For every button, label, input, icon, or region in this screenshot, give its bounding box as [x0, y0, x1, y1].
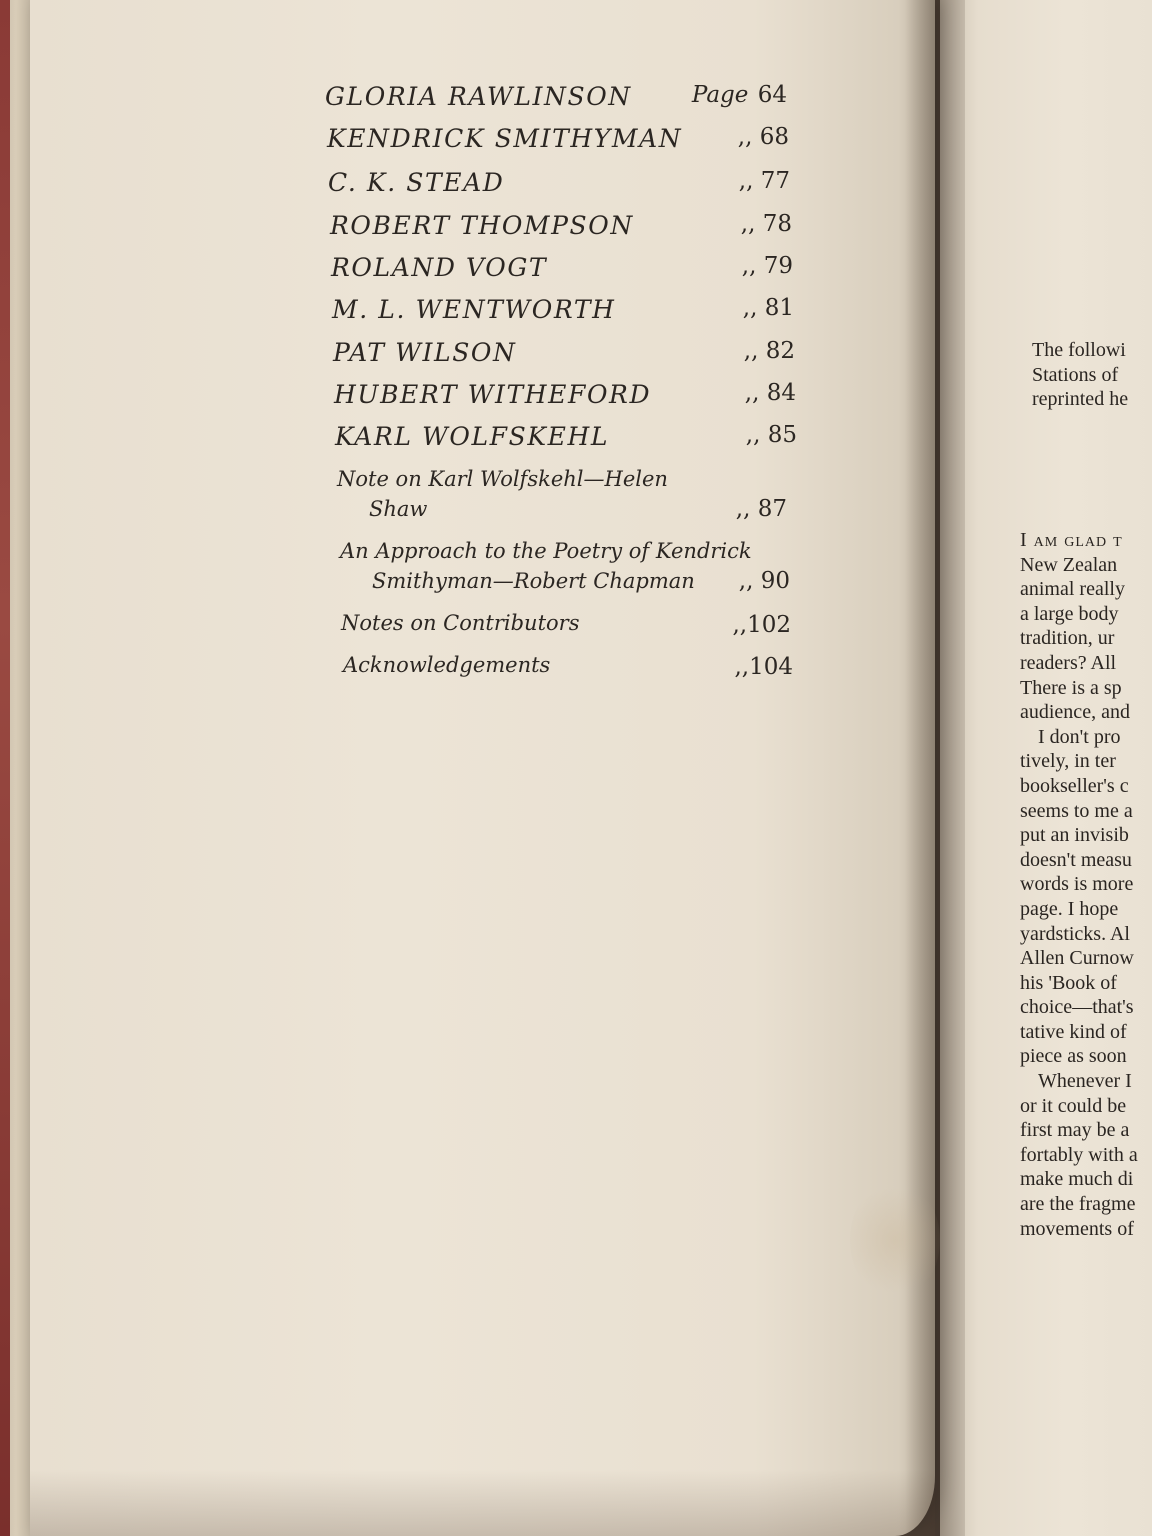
- page-label: Page: [691, 82, 749, 108]
- text-line: or it could be: [1020, 1094, 1127, 1117]
- ditto-mark: ,,: [743, 338, 759, 364]
- ditto-mark: ,,: [745, 422, 761, 448]
- toc-entry-name: PAT WILSON: [333, 338, 517, 367]
- toc-entry-page: [744, 338, 795, 364]
- text-line: Stations of: [1032, 363, 1119, 386]
- toc-note-entry: [337, 464, 787, 524]
- toc-entry-name: ROBERT THOMPSON: [330, 211, 634, 240]
- text-line: Allen Curnow: [1020, 947, 1134, 970]
- toc-note-entry: [340, 536, 790, 596]
- text-line: Whenever I: [1038, 1070, 1132, 1093]
- toc-entry-name: C. K. STEAD: [328, 168, 505, 197]
- toc-entry-name: ROLAND VOGT: [331, 253, 548, 282]
- text-line: make much di: [1020, 1168, 1134, 1191]
- toc-note-entry: [341, 608, 791, 640]
- page-number: ,,104: [734, 654, 793, 680]
- text-line: readers? All: [1020, 651, 1117, 674]
- page-number: ,,102: [732, 612, 791, 638]
- toc-entry: [334, 380, 796, 420]
- text-line: reprinted he: [1032, 388, 1129, 411]
- text-line: New Zealan: [1020, 553, 1118, 576]
- intro-paragraph: [1032, 338, 1152, 412]
- toc-entry: [335, 422, 797, 462]
- page-number: 81: [764, 295, 794, 321]
- text-line: tradition, ur: [1020, 627, 1115, 650]
- toc-entry: [328, 168, 790, 208]
- text-line: animal really: [1020, 578, 1125, 601]
- page-number: 85: [767, 422, 797, 448]
- toc-entry-name: M. L. WENTWORTH: [332, 295, 616, 324]
- toc-entry-page: [746, 422, 797, 448]
- page-number: 64: [757, 82, 787, 108]
- text-line: fortably with a: [1020, 1143, 1138, 1166]
- text-line: piece as soon: [1020, 1045, 1127, 1068]
- toc-entry: [332, 295, 794, 335]
- ditto-mark: ,,: [742, 295, 758, 321]
- text-line: bookseller's c: [1020, 774, 1129, 797]
- note-title-line2: Shaw: [369, 497, 428, 521]
- text-line: The followi: [1032, 339, 1126, 361]
- paper-stain: [850, 1180, 940, 1300]
- ditto-mark: ,,: [738, 168, 754, 194]
- toc-entry: [330, 211, 792, 251]
- page-number: 79: [763, 253, 793, 279]
- page-number: ,, 87: [735, 496, 787, 522]
- page-number: 82: [765, 338, 795, 364]
- text-line: put an invisib: [1020, 824, 1129, 847]
- toc-entry: [331, 253, 793, 293]
- page-number: 78: [762, 211, 792, 237]
- text-line: audience, and: [1020, 701, 1130, 724]
- toc-entry-page: [741, 211, 792, 237]
- ditto-mark: ,,: [737, 124, 753, 150]
- book-cover-edge: [0, 0, 10, 1536]
- text-line: doesn't measu: [1020, 848, 1132, 871]
- toc-entry: [325, 82, 787, 122]
- text-line: a large body: [1020, 602, 1119, 625]
- essay-opening: I am glad t: [1020, 529, 1123, 551]
- note-title-line1: An Approach to the Poetry of Kendrick: [340, 539, 752, 563]
- page-number: ,, 90: [738, 568, 790, 594]
- toc-entry-name: GLORIA RAWLINSON: [325, 82, 632, 111]
- toc-entry-name: KARL WOLFSKEHL: [335, 422, 610, 451]
- toc-entry: [333, 338, 795, 378]
- essay-lines: [1020, 553, 1152, 1242]
- text-line: page. I hope: [1020, 897, 1119, 920]
- page-shadow: [30, 1470, 935, 1536]
- text-line: movements of: [1020, 1217, 1134, 1240]
- text-line: seems to me a: [1020, 799, 1133, 822]
- essay-text: [1020, 528, 1152, 1241]
- toc-note-entry: [343, 650, 793, 682]
- text-line: first may be a: [1020, 1119, 1130, 1142]
- text-line: words is more: [1020, 873, 1134, 896]
- page-number: 77: [760, 168, 790, 194]
- toc-entry-name: HUBERT WITHEFORD: [334, 380, 652, 409]
- text-line: are the fragme: [1020, 1193, 1136, 1216]
- text-line: choice—that's: [1020, 996, 1134, 1019]
- gutter-shadow: [905, 0, 965, 1536]
- toc-entry-name: KENDRICK SMITHYMAN: [327, 124, 683, 153]
- text-line: tively, in ter: [1020, 750, 1116, 773]
- text-line: his 'Book of: [1020, 971, 1117, 994]
- toc-entry-page: [739, 168, 790, 194]
- page-number: 68: [759, 124, 789, 150]
- text-line: yardsticks. Al: [1020, 922, 1130, 945]
- ditto-mark: ,,: [744, 380, 760, 406]
- toc-entry-page: [692, 82, 787, 108]
- toc-entry: [327, 124, 789, 164]
- note-title-line1: Acknowledgements: [343, 653, 551, 677]
- ditto-mark: ,,: [741, 253, 757, 279]
- note-title-line1: Notes on Contributors: [341, 611, 580, 635]
- toc-entry-page: [738, 124, 789, 150]
- text-line: There is a sp: [1020, 676, 1122, 699]
- toc-entry-page: [742, 253, 793, 279]
- text-line: tative kind of: [1020, 1020, 1127, 1043]
- note-title-line2: Smithyman—Robert Chapman: [372, 569, 695, 593]
- toc-entry-page: [745, 380, 796, 406]
- text-line: I don't pro: [1038, 725, 1121, 748]
- note-title-line1: Note on Karl Wolfskehl—Helen: [337, 467, 668, 491]
- toc-entry-page: [743, 295, 794, 321]
- page-number: 84: [766, 380, 796, 406]
- ditto-mark: ,,: [740, 211, 756, 237]
